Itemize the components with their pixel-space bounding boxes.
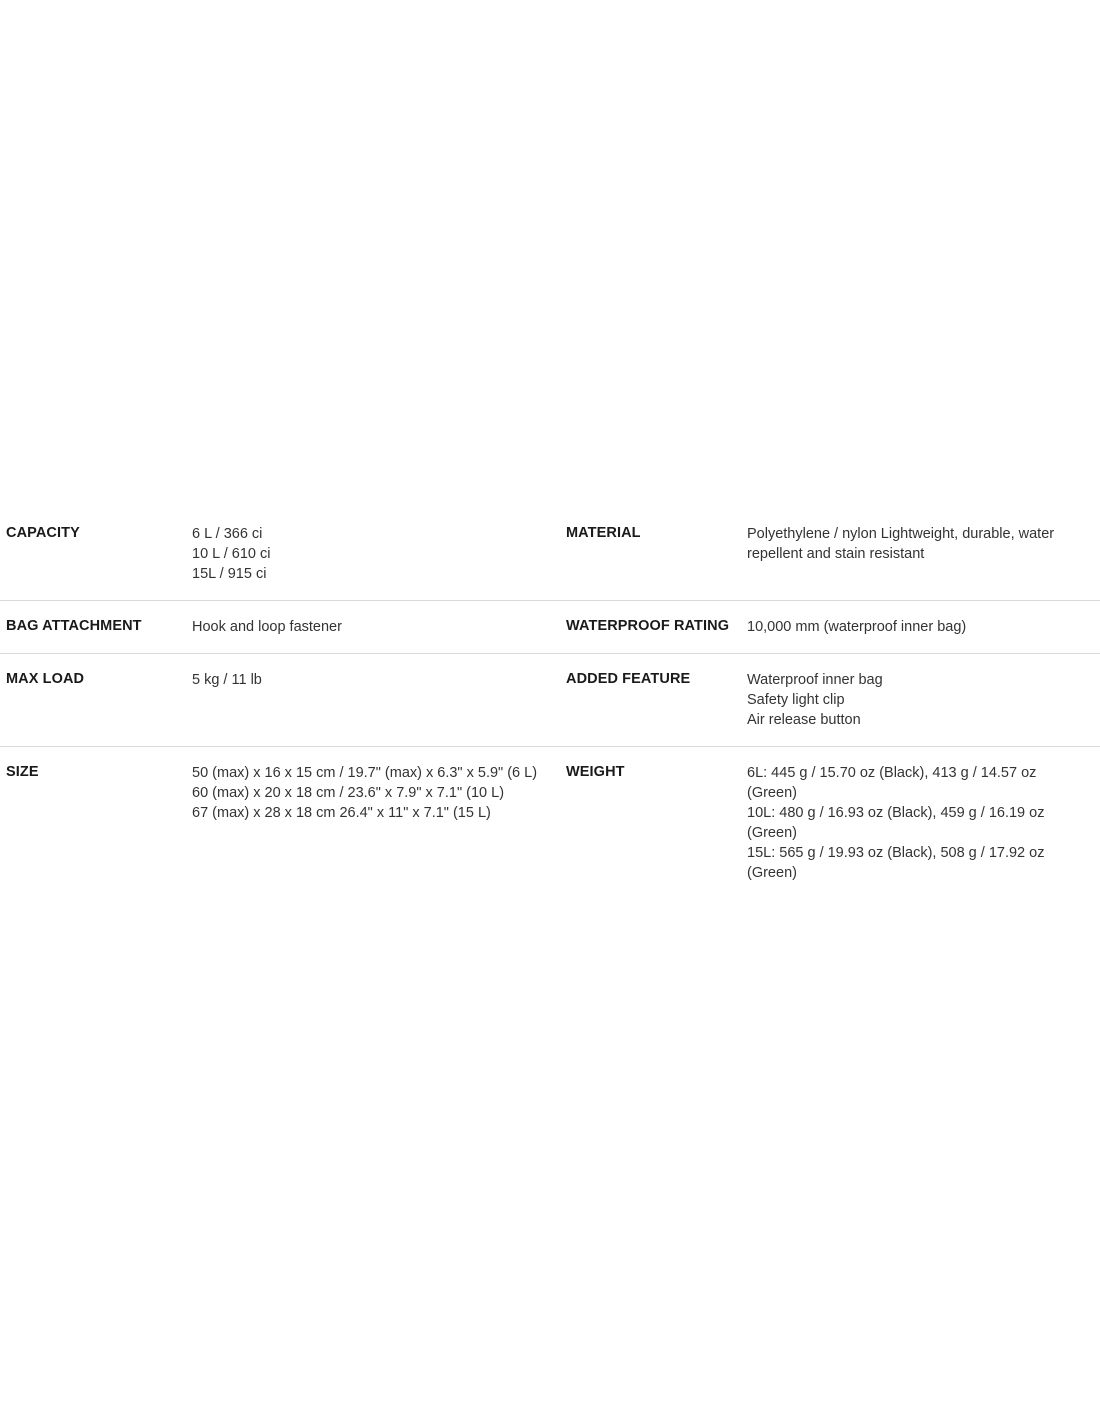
spec-label-weight: WEIGHT <box>566 764 625 780</box>
spec-row-size-weight <box>0 747 1100 899</box>
spec-row-maxload-feature <box>0 654 1100 747</box>
spec-value-line: 10L: 480 g / 16.93 oz (Black), 459 g / 16.19 oz (Green) <box>747 805 1045 841</box>
spec-value-line: 15L / 915 ci <box>192 566 267 582</box>
spec-label-max-load: MAX LOAD <box>6 671 85 687</box>
spec-value-line: Polyethylene / nylon Lightweight, durable, water repellent and stain resistant <box>747 526 1055 562</box>
spec-row-attachment-waterproof <box>0 601 1100 654</box>
spec-value-line: 67 (max) x 28 x 18 cm 26.4" x 11" x 7.1" (15 L) <box>192 805 491 821</box>
spec-value-max-load <box>192 654 560 746</box>
spec-table <box>0 508 1100 899</box>
spec-label-waterproof-rating: WATERPROOF RATING <box>566 618 730 634</box>
spec-label-bag-attachment: BAG ATTACHMENT <box>6 618 142 634</box>
spec-value-line: Hook and loop fastener <box>192 619 342 635</box>
spec-label-size: SIZE <box>6 764 39 780</box>
spec-label-added-feature: ADDED FEATURE <box>566 671 691 687</box>
spec-label-capacity: CAPACITY <box>6 525 80 541</box>
spec-value-line: 6 L / 366 ci <box>192 526 263 542</box>
spec-value-material <box>747 508 1100 600</box>
spec-value-line: 10 L / 610 ci <box>192 546 271 562</box>
spec-value-size <box>192 747 560 899</box>
spec-value-line: 10,000 mm (waterproof inner bag) <box>747 619 967 635</box>
spec-value-line: Safety light clip <box>747 692 845 708</box>
spec-value-line: 50 (max) x 16 x 15 cm / 19.7" (max) x 6.3" x 5.9" (6 L) <box>192 765 538 781</box>
spec-value-line: 6L: 445 g / 15.70 oz (Black), 413 g / 14.57 oz (Green) <box>747 765 1037 801</box>
spec-value-line: 5 kg / 11 lb <box>192 672 262 688</box>
spec-value-bag-attachment <box>192 601 560 653</box>
spec-value-capacity <box>192 508 560 600</box>
spec-value-line: 15L: 565 g / 19.93 oz (Black), 508 g / 17.92 oz (Green) <box>747 845 1045 881</box>
spec-value-weight <box>747 747 1100 899</box>
spec-value-line: 60 (max) x 20 x 18 cm / 23.6" x 7.9" x 7.1" (10 L) <box>192 785 505 801</box>
spec-label-material: MATERIAL <box>566 525 641 541</box>
spec-value-line: Waterproof inner bag <box>747 672 883 688</box>
spec-value-waterproof-rating <box>747 601 1100 653</box>
spec-value-added-feature <box>747 654 1100 746</box>
spec-value-line: Air release button <box>747 712 861 728</box>
spec-row-capacity-material <box>0 508 1100 601</box>
